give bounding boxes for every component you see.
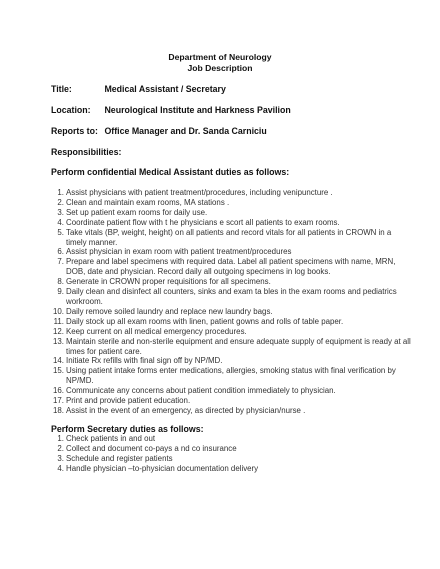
ma-duties-heading: Perform confidential Medical Assistant duties as follows: <box>51 167 290 177</box>
duty-number: 11. <box>53 316 64 326</box>
duty-text: Handle physician –to-physician documentation delivery <box>66 463 259 473</box>
duty-item <box>51 464 411 474</box>
duty-item <box>51 218 411 228</box>
duty-text: Daily remove soiled laundry and replace new laundry bags. <box>66 306 273 316</box>
duty-item <box>51 247 411 257</box>
duty-item <box>51 287 411 307</box>
duty-item <box>51 317 411 327</box>
duty-item <box>51 198 411 208</box>
ma-duties-list <box>51 188 411 416</box>
duty-item <box>51 366 411 386</box>
duty-text: Communicate any concerns about patient condition immediately to physician. <box>66 386 336 396</box>
duty-item <box>51 188 411 198</box>
duty-number: 5. <box>57 227 64 237</box>
duty-text: Schedule and register patients <box>66 453 173 463</box>
title-label: Title: <box>51 84 72 94</box>
duty-number: 3. <box>57 207 64 217</box>
duty-item <box>51 356 411 366</box>
duty-number: 17. <box>53 396 64 406</box>
duty-text: Check patients in and out <box>66 434 156 443</box>
document-type-heading: Job Description <box>187 63 253 73</box>
duty-item <box>51 257 411 277</box>
location-row <box>51 105 291 115</box>
duty-item <box>51 386 411 396</box>
duty-text: Daily stock up all exam rooms with linen, patient gowns and rolls of table paper. <box>66 316 344 326</box>
duty-text: Maintain sterile and non-sterile equipment and ensure adequate supply of equipment is ready at all times for patient care. <box>66 336 411 356</box>
duty-item <box>51 454 411 464</box>
duty-item <box>51 406 411 416</box>
duty-number: 2. <box>57 197 64 207</box>
duty-item <box>51 327 411 337</box>
duty-number: 4. <box>57 217 64 227</box>
duty-item <box>51 277 411 287</box>
title-value: Medical Assistant / Secretary <box>104 84 226 94</box>
duty-text: Prepare and label specimens with required data. Label all patient specimens with name, MRN, DOB, date and physician. Record daily all outgoing specimens in log books. <box>66 257 396 277</box>
reports-to-value: Office Manager and Dr. Sanda Carniciu <box>104 126 267 136</box>
duty-text: Using patient intake forms enter medications, allergies, smoking status with final verification by NP/MD. <box>66 366 396 386</box>
department-heading: Department of Neurology <box>168 52 272 62</box>
duty-number: 2. <box>57 443 64 453</box>
duty-text: Print and provide patient education. <box>66 396 191 406</box>
title-row <box>51 84 226 94</box>
secretary-duties-heading: Perform Secretary duties as follows: <box>51 424 204 434</box>
duty-number: 1. <box>57 188 64 197</box>
duty-number: 6. <box>57 247 64 257</box>
duty-number: 9. <box>57 287 64 297</box>
duty-item <box>51 396 411 406</box>
duty-number: 3. <box>57 453 64 463</box>
duty-number: 12. <box>53 326 64 336</box>
reports-to-label: Reports to: <box>51 126 98 136</box>
duty-item <box>51 434 411 444</box>
duty-text: Assist physicians with patient treatment/procedures, including venipuncture . <box>66 188 333 197</box>
duty-item <box>51 208 411 218</box>
duty-number: 14. <box>53 356 64 366</box>
duty-text: Initiate Rx refills with final sign off by NP/MD. <box>66 356 223 366</box>
duty-number: 18. <box>53 405 64 415</box>
duty-number: 13. <box>53 336 64 346</box>
duty-text: Daily clean and disinfect all counters, sinks and exam ta bles in the exam rooms and pediatrics workroom. <box>66 287 397 306</box>
duty-number: 4. <box>57 463 64 473</box>
duty-text: Clean and maintain exam rooms, MA stations . <box>66 197 230 207</box>
duty-text: Generate in CROWN proper requisitions for all specimens. <box>66 277 271 287</box>
duty-text: Assist physician in exam room with patient treatment/procedures <box>66 247 292 257</box>
duty-text: Take vitals (BP, weight, height) on all patients and record vitals for all patients in CROWN in a timely manner. <box>66 227 392 247</box>
duty-number: 7. <box>57 257 64 267</box>
duty-text: Set up patient exam rooms for daily use. <box>66 207 208 217</box>
duty-text: Coordinate patient flow with t he physicians e scort all patients to exam rooms. <box>66 217 340 227</box>
duty-item <box>51 307 411 317</box>
location-label: Location: <box>51 105 91 115</box>
location-value: Neurological Institute and Harkness Pavilion <box>104 105 291 115</box>
secretary-duties-list <box>51 434 411 474</box>
duty-item <box>51 337 411 357</box>
duty-text: Collect and document co-pays a nd co insurance <box>66 443 237 453</box>
duty-number: 1. <box>57 434 64 443</box>
duty-number: 10. <box>53 306 64 316</box>
duty-number: 16. <box>53 386 64 396</box>
reports-to-row <box>51 126 267 136</box>
duty-text: Keep current on all medical emergency procedures. <box>66 326 247 336</box>
duty-number: 8. <box>57 277 64 287</box>
duty-item <box>51 444 411 454</box>
duty-text: Assist in the event of an emergency, as directed by physician/nurse . <box>66 405 306 415</box>
duty-item <box>51 228 411 248</box>
responsibilities-label: Responsibilities: <box>51 147 122 157</box>
duty-number: 15. <box>53 366 64 376</box>
